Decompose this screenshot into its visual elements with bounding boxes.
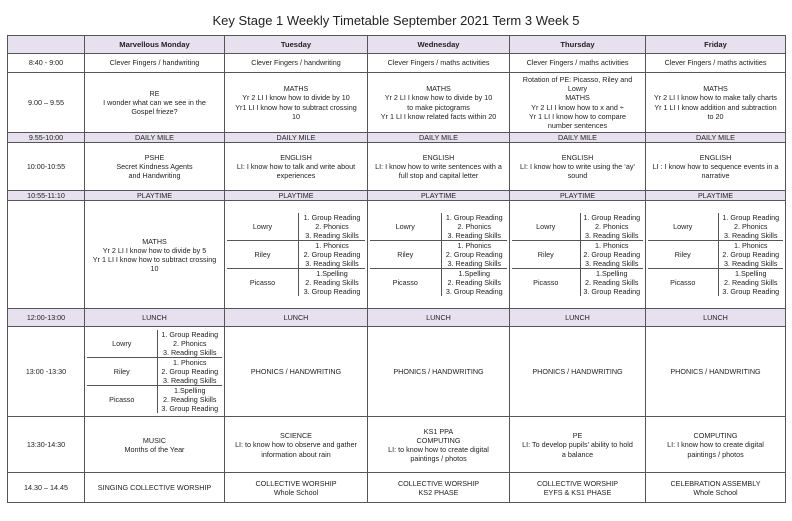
- group-rotation: [368, 201, 510, 309]
- group-name: Picasso: [512, 269, 580, 297]
- activity: 2. Group Reading: [722, 250, 780, 260]
- cell-line: LI: I know how to write sentences with a: [375, 162, 502, 172]
- lesson-cell: [368, 143, 510, 191]
- activity: 3. Reading Skills: [162, 348, 217, 358]
- group-activities: [441, 213, 507, 241]
- cell-line: Lowry: [567, 84, 588, 94]
- cell-line: LI: to know how to create digital: [388, 444, 489, 454]
- activity: 1. Group Reading: [583, 213, 641, 223]
- group-name: Lowry: [87, 330, 157, 358]
- group-name: Riley: [370, 241, 441, 269]
- lesson-cell: [646, 417, 786, 473]
- activity: 1.Spelling: [458, 269, 491, 279]
- lesson-cell: Clever Fingers / maths activities: [368, 54, 510, 73]
- group-name: Picasso: [648, 269, 718, 297]
- cell-line: PSHE: [144, 152, 165, 162]
- lesson-cell: PHONICS / HANDWRITING: [510, 327, 646, 417]
- cell-line: COLLECTIVE WORSHIP: [397, 478, 480, 488]
- row-mid-morning: [8, 143, 786, 191]
- row-playtime: [8, 191, 786, 201]
- group-rotation: [85, 327, 225, 417]
- cell-line: Yr 1 LI I know how to compare: [528, 111, 627, 121]
- group-table: [648, 213, 783, 296]
- activity: 2. Group Reading: [583, 250, 641, 260]
- cell-line: MATHS: [703, 84, 728, 94]
- cell-line: MATHS: [283, 84, 309, 94]
- time-slot: 13:00 -13:30: [8, 327, 85, 417]
- cell-line: paintings / photos: [687, 449, 744, 459]
- lesson-cell: [510, 143, 646, 191]
- cell-line: LI: to know how to observe and gather: [235, 440, 357, 450]
- day-monday: Marvellous Monday: [85, 36, 225, 54]
- cell-line: Yr 2 LI I know how to divide by 10: [242, 93, 350, 103]
- lesson-cell: [368, 473, 510, 503]
- group-table: [87, 330, 222, 413]
- lesson-cell: [368, 417, 510, 473]
- break-cell: DAILY MILE: [225, 133, 368, 143]
- group-activities: [580, 241, 643, 269]
- lesson-cell: [646, 143, 786, 191]
- lesson-cell: [510, 73, 646, 133]
- activity: 2. Phonics: [457, 222, 492, 232]
- row-worship: [8, 473, 786, 503]
- cell-line: LI: To develop pupils’ ability to hold: [522, 440, 633, 450]
- day-thursday: Thursday: [510, 36, 646, 54]
- cell-line: 10: [292, 111, 300, 121]
- cell-line: information about rain: [261, 449, 331, 459]
- cell-line: Whole School: [273, 487, 319, 497]
- cell-line: to 20: [707, 111, 724, 121]
- lesson-cell: PHONICS / HANDWRITING: [368, 327, 510, 417]
- cell-line: KS1 PPA: [423, 426, 454, 436]
- group-activities: [441, 269, 507, 297]
- cell-line: EYFS & KS1 PHASE: [543, 487, 612, 497]
- break-cell: LUNCH: [85, 309, 225, 327]
- cell-line: LI : I know how to sequence events in a: [652, 162, 779, 172]
- group-name: Picasso: [227, 269, 299, 297]
- activity: 3. Group Reading: [445, 287, 503, 297]
- activity: 2. Group Reading: [303, 250, 361, 260]
- activity: 2. Group Reading: [161, 367, 219, 377]
- lesson-cell: Clever Fingers / maths activities: [646, 54, 786, 73]
- row-afternoon: [8, 417, 786, 473]
- break-cell: PLAYTIME: [646, 191, 786, 201]
- group-name: Riley: [87, 358, 157, 386]
- lesson-cell: Clever Fingers / maths activities: [510, 54, 646, 73]
- break-cell: DAILY MILE: [646, 133, 786, 143]
- lesson-cell: PHONICS / HANDWRITING: [646, 327, 786, 417]
- break-cell: DAILY MILE: [510, 133, 646, 143]
- day-wednesday: Wednesday: [368, 36, 510, 54]
- activity: 3. Group Reading: [722, 287, 780, 297]
- activity: 2. Reading Skills: [305, 278, 359, 288]
- page-title: Key Stage 1 Weekly Timetable September 2021 Term 3 Week 5: [212, 13, 580, 28]
- row-daily-mile: [8, 133, 786, 143]
- cell-line: Yr 2 LI I know how to divide by 5: [102, 245, 207, 255]
- row-morning-lesson: [8, 73, 786, 133]
- cell-line: SINGING COLLECTIVE WORSHIP: [97, 483, 212, 493]
- cell-line: Yr 1 LI I know addition and subtraction: [654, 102, 777, 112]
- break-cell: PLAYTIME: [225, 191, 368, 201]
- activity: 2. Phonics: [733, 222, 768, 232]
- activity: 2. Reading Skills: [447, 278, 502, 288]
- activity: 2. Reading Skills: [723, 278, 778, 288]
- activity: 1. Phonics: [172, 358, 207, 368]
- group-name: Riley: [648, 241, 718, 269]
- group-name: Lowry: [370, 213, 441, 241]
- activity: 2. Phonics: [594, 222, 629, 232]
- group-activities: [718, 269, 783, 297]
- time-slot: 12:00-13:00: [8, 309, 85, 327]
- cell-line: to make pictograms: [407, 102, 470, 112]
- cell-line: 10: [150, 264, 159, 274]
- day-tuesday: Tuesday: [225, 36, 368, 54]
- group-activities: [441, 241, 507, 269]
- time-slot: 9.55-10:00: [8, 133, 85, 143]
- group-activities: [718, 241, 783, 269]
- lesson-cell: [646, 473, 786, 503]
- lesson-cell: Clever Fingers / handwriting: [85, 54, 225, 73]
- lesson-cell: [85, 201, 225, 309]
- cell-line: LI: I know how to create digital: [667, 440, 764, 450]
- cell-line: Secret Kindness Agents: [116, 162, 193, 172]
- activity: 1. Group Reading: [722, 213, 780, 223]
- activity: 3. Reading Skills: [723, 231, 778, 241]
- activity: 3. Reading Skills: [447, 259, 502, 269]
- group-rotation: [225, 201, 368, 309]
- cell-line: MATHS: [426, 84, 451, 94]
- break-cell: PLAYTIME: [368, 191, 510, 201]
- activity: 3. Reading Skills: [305, 231, 359, 241]
- lesson-cell: [510, 417, 646, 473]
- cell-line: CELEBRATION ASSEMBLY: [670, 478, 761, 488]
- time-slot: [8, 201, 85, 309]
- cell-line: MATHS: [565, 93, 590, 103]
- time-slot: 9.00 – 9.55: [8, 73, 85, 133]
- group-activities: [157, 330, 222, 358]
- activity: 1. Phonics: [315, 241, 349, 251]
- cell-line: Yr 2 LI I know how to x and ÷: [531, 102, 624, 112]
- cell-line: RE: [149, 88, 160, 98]
- time-slot: 10:55-11:10: [8, 191, 85, 201]
- lesson-cell: [85, 73, 225, 133]
- break-cell: DAILY MILE: [368, 133, 510, 143]
- activity: 1.Spelling: [595, 269, 628, 279]
- group-activities: [299, 241, 366, 269]
- activity: 3. Reading Skills: [584, 259, 639, 269]
- lesson-cell: PHONICS / HANDWRITING: [225, 327, 368, 417]
- time-slot: 8:40 - 9:00: [8, 54, 85, 73]
- lesson-cell: Clever Fingers / handwriting: [225, 54, 368, 73]
- cell-line: SCIENCE: [280, 431, 312, 441]
- break-cell: DAILY MILE: [85, 133, 225, 143]
- group-rotation: [510, 201, 646, 309]
- lesson-cell: [225, 143, 368, 191]
- activity: 3. Group Reading: [583, 287, 641, 297]
- activity: 3. Reading Skills: [584, 231, 639, 241]
- break-cell: LUNCH: [646, 309, 786, 327]
- cell-line: experiences: [276, 171, 316, 181]
- cell-line: Yr 2 LI I know how to divide by 10: [384, 93, 493, 103]
- group-name: Lowry: [512, 213, 580, 241]
- activity: 1. Phonics: [733, 241, 768, 251]
- break-cell: LUNCH: [510, 309, 646, 327]
- activity: 3. Reading Skills: [162, 376, 217, 386]
- cell-line: narrative: [701, 171, 730, 181]
- time-slot: 13:30-14:30: [8, 417, 85, 473]
- group-activities: [580, 269, 643, 297]
- cell-line: ENGLISH: [280, 152, 312, 162]
- lesson-cell: [85, 473, 225, 503]
- group-activities: [299, 213, 366, 241]
- row-late-morning: [8, 201, 786, 309]
- cell-line: Yr 1 LI I know how to subtract crossing: [92, 254, 217, 264]
- lesson-cell: [85, 143, 225, 191]
- group-name: Riley: [227, 241, 299, 269]
- group-name: Riley: [512, 241, 580, 269]
- lesson-cell: [646, 73, 786, 133]
- cell-line: a balance: [561, 449, 594, 459]
- activity: 2. Group Reading: [445, 250, 503, 260]
- timetable: [7, 35, 786, 503]
- break-cell: LUNCH: [368, 309, 510, 327]
- activity: 2. Reading Skills: [162, 395, 217, 405]
- activity: 3. Group Reading: [161, 404, 219, 414]
- cell-line: ENGLISH: [422, 152, 455, 162]
- activity: 1.Spelling: [734, 269, 767, 279]
- activity: 3. Reading Skills: [305, 259, 359, 269]
- cell-line: paintings / photos: [410, 454, 467, 464]
- time-slot: 14.30 – 14.45: [8, 473, 85, 503]
- cell-line: Yr 1 LI I know related facts within 20: [380, 111, 497, 121]
- cell-line: COLLECTIVE WORSHIP: [536, 478, 619, 488]
- break-cell: PLAYTIME: [85, 191, 225, 201]
- cell-line: I wonder what can we see in the: [103, 97, 206, 107]
- cell-line: KS2 PHASE: [418, 487, 459, 497]
- cell-line: COMPUTING: [416, 435, 461, 445]
- group-rotation: [646, 201, 786, 309]
- activity: 1. Group Reading: [303, 213, 361, 223]
- day-friday: Friday: [646, 36, 786, 54]
- lesson-cell: [225, 417, 368, 473]
- group-activities: [718, 213, 783, 241]
- cell-line: COLLECTIVE WORSHIP: [255, 478, 337, 488]
- row-early-afternoon: [8, 327, 786, 417]
- group-name: Lowry: [227, 213, 299, 241]
- group-table: [227, 213, 365, 296]
- activity: 1. Group Reading: [445, 213, 503, 223]
- group-activities: [157, 358, 222, 386]
- group-activities: [299, 269, 366, 297]
- activity: 1. Phonics: [594, 241, 629, 251]
- cell-line: sound: [567, 171, 588, 181]
- activity: 1.Spelling: [316, 269, 348, 279]
- cell-line: LI: I know how to write using the ‘ay’: [519, 162, 636, 172]
- group-name: Lowry: [648, 213, 718, 241]
- cell-line: number sentences: [547, 120, 608, 130]
- group-activities: [580, 213, 643, 241]
- lesson-cell: [368, 73, 510, 133]
- cell-line: Gospel frieze?: [131, 107, 178, 117]
- lesson-cell: [225, 473, 368, 503]
- time-slot: 10:00-10:55: [8, 143, 85, 191]
- cell-line: Rotation of PE: Picasso, Riley and: [522, 74, 633, 84]
- activity: 3. Reading Skills: [723, 259, 778, 269]
- row-lunch: [8, 309, 786, 327]
- cell-line: MUSIC: [142, 435, 167, 445]
- cell-line: ENGLISH: [561, 152, 594, 162]
- activity: 3. Reading Skills: [447, 231, 502, 241]
- row-clever-fingers: [8, 54, 786, 73]
- cell-line: Yr 2 LI I know how to make tally charts: [653, 93, 778, 103]
- group-activities: [157, 386, 222, 414]
- activity: 2. Phonics: [172, 339, 207, 349]
- activity: 2. Reading Skills: [584, 278, 639, 288]
- activity: 3. Group Reading: [303, 287, 361, 297]
- cell-line: ENGLISH: [699, 152, 732, 162]
- cell-line: and Handwriting: [128, 171, 181, 181]
- cell-line: COMPUTING: [693, 431, 738, 441]
- lesson-cell: [85, 417, 225, 473]
- break-cell: PLAYTIME: [510, 191, 646, 201]
- lesson-cell: [225, 73, 368, 133]
- activity: 2. Phonics: [315, 222, 349, 232]
- group-name: Picasso: [87, 386, 157, 414]
- cell-line: Whole School: [693, 487, 738, 497]
- group-table: [370, 213, 507, 296]
- activity: 1. Group Reading: [161, 330, 219, 340]
- cell-line: MATHS: [142, 236, 167, 246]
- cell-line: full stop and capital letter: [398, 171, 479, 181]
- cell-line: LI: I know how to talk and write about: [236, 162, 356, 172]
- cell-line: Yr1 LI I know how to subtract crossing: [235, 102, 357, 112]
- activity: 1. Phonics: [457, 241, 492, 251]
- group-name: Picasso: [370, 269, 441, 297]
- cell-line: PE: [572, 431, 583, 441]
- break-cell: LUNCH: [225, 309, 368, 327]
- activity: 1.Spelling: [173, 386, 206, 396]
- cell-line: Months of the Year: [124, 444, 185, 454]
- lesson-cell: [510, 473, 646, 503]
- group-table: [512, 213, 643, 296]
- header-row: [8, 36, 786, 54]
- header-corner: [8, 36, 85, 54]
